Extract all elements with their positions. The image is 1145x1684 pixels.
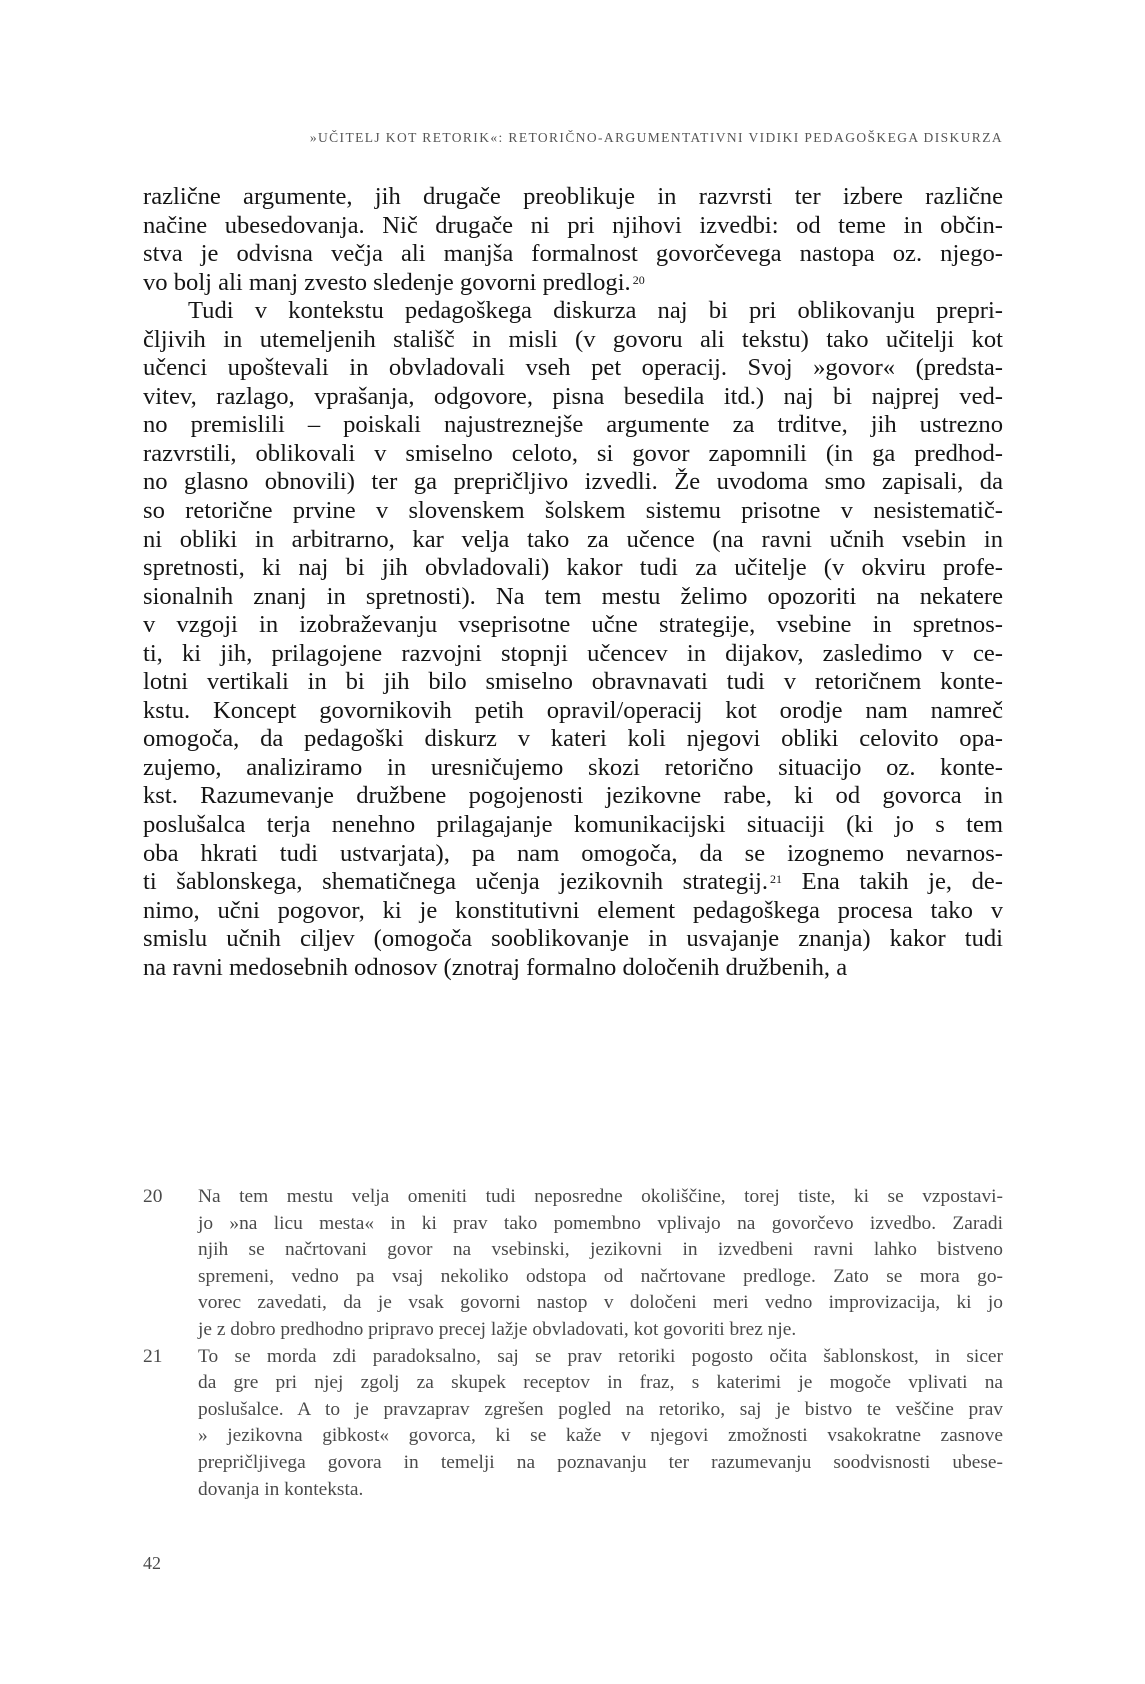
footnote-line: spremeni, vedno pa vsaj nekoliko odstopa od načrtovane predloge. Zato se mora go-: [198, 1265, 1003, 1287]
text-line: vitev, razlago, vprašanja, odgovore, pisna besedila itd.) naj bi najprej ved-: [143, 382, 1003, 410]
footnote-line: jo »na licu mesta« in ki prav tako pomembno vplivajo na govorčevo izvedbo. Zaradi: [198, 1212, 1003, 1234]
text-line: sionalnih znanj in spretnosti). Na tem mestu želimo opozoriti na nekatere: [143, 582, 1003, 610]
footnote-21: [143, 1344, 1003, 1504]
text-line: [143, 269, 1003, 298]
footnote-ref-20[interactable]: 20: [632, 272, 645, 287]
paragraph: [143, 297, 1003, 982]
footnote-line: dovanja in konteksta.: [198, 1478, 364, 1500]
footnote-line: njih se načrtovani govor na vsebinski, jezikovni in izvedbeni ravni lahko bistveno: [198, 1239, 1003, 1261]
text-line-content: vo bolj ali manj zvesto sledenje govorni predlogi.: [143, 268, 631, 296]
footnote-ref-21[interactable]: 21: [770, 872, 783, 887]
page-number: 42: [143, 1553, 161, 1573]
text-line: različne argumente, jih drugače preoblikuje in razvrsti ter izbere različne: [143, 183, 1003, 210]
footnote-line: vorec zavedati, da je vsak govorni nastop v določeni meri vedno improvizacija, ki jo: [198, 1292, 1003, 1314]
text-line: razvrstili, oblikovali v smiselno celoto, si govor zapomnili (in ga predhod-: [143, 439, 1003, 467]
footnote-line: Na tem mestu velja omeniti tudi neposredne okoliščine, torej tiste, ki se vzpostavi-: [198, 1186, 1003, 1207]
paragraph: [143, 183, 1003, 297]
text-line: v vzgoji in izobraževanju vseprisotne učne strategije, vsebine in spretnos-: [143, 611, 1003, 639]
text-line: zujemo, analiziramo in uresničujemo skozi retorično situacijo oz. konte-: [143, 753, 1003, 781]
text-line: Tudi v kontekstu pedagoškega diskurza naj bi pri oblikovanju prepri-: [188, 297, 1003, 325]
footnote-line: To se morda zdi paradoksalno, saj se prav retoriki pogosto očita šablonskost, in sicer: [198, 1345, 1003, 1367]
text-line: načine ubesedovanja. Nič drugače ni pri njihovi izvedbi: od teme in občin-: [143, 211, 1003, 239]
footnote-number: 21: [143, 1345, 163, 1367]
text-line: lotni vertikali in bi jih bilo smiselno obravnavati tudi v retoričnem konte-: [143, 668, 1003, 696]
text-line: učenci upoštevali in obvladovali vseh pet operacij. Svoj »govor« (predsta-: [143, 354, 1003, 382]
text-line: nimo, učni pogovor, ki je konstitutivni element pedagoškega procesa tako v: [143, 896, 1003, 924]
text-line: poslušalca terja nenehno prilagajanje komunikacijski situaciji (ki jo s tem: [143, 811, 1003, 839]
text-line: [143, 868, 1003, 897]
footnote-line: prepričljivega govora in temelji na poznavanju ter razumevanju soodvisnosti ubese-: [198, 1451, 1003, 1473]
text-line: ni obliki in arbitrarno, kar velja tako za učence (na ravni učnih vsebin in: [143, 525, 1003, 553]
text-line: oba hkrati tudi ustvarjata), pa nam omogoča, da se izognemo nevarnos-: [143, 839, 1003, 867]
text-line-content: Ena takih je, de-: [782, 868, 1003, 896]
footnote-line: je z dobro predhodno pripravo precej lažje obvladovati, kot govoriti brez nje.: [198, 1318, 797, 1340]
text-line: so retorične prvine v slovenskem šolskem sistemu prisotne v nesistematič-: [143, 497, 1003, 525]
main-text: [143, 183, 1003, 982]
footnote-number: 20: [143, 1186, 163, 1207]
text-line-content: ti šablonskega, shematičnega učenja jezikovnih strategij.: [143, 868, 769, 896]
text-line: spretnosti, ki naj bi jih obvladovali) kakor tudi za učitelje (v okviru profe-: [143, 554, 1003, 582]
text-line: no premislili – poiskali najustreznejše argumente za trditve, jih ustrezno: [143, 411, 1003, 439]
footnote-20: [143, 1184, 1003, 1344]
footnote-text: [198, 1184, 1003, 1344]
running-header: »UČITELJ KOT RETORIK«: RETORIČNO-ARGUMENTATIVNI VIDIKI PEDAGOŠKEGA DISKURZA: [309, 130, 1003, 145]
text-line: smislu učnih ciljev (omogoča sooblikovanje in usvajanje znanja) kakor tudi: [143, 925, 1003, 953]
text-line: stva je odvisna večja ali manjša formalnost govorčevega nastopa oz. njego-: [143, 240, 1003, 268]
text-line: kst. Razumevanje družbene pogojenosti jezikovne rabe, ki od govorca in: [143, 782, 1003, 810]
footnote-line: poslušalce. A to je pravzaprav zgrešen pogled na retoriko, saj je bistvo te veščine prav: [198, 1398, 1003, 1420]
text-line: no glasno obnovili) ter ga prepričljivo izvedli. Že uvodoma smo zapisali, da: [143, 468, 1003, 496]
footnote-line: da gre pri njej zgolj za skupek receptov in fraz, s katerimi je mogoče vplivati na: [198, 1372, 1003, 1394]
text-line: na ravni medosebnih odnosov (znotraj formalno določenih družbenih, a: [143, 953, 848, 981]
text-line: ti, ki jih, prilagojene razvojni stopnji učencev in dijakov, zasledimo v ce-: [143, 639, 1003, 667]
footnotes: [143, 1184, 1003, 1503]
text-line: čljivih in utemeljenih stališč in misli (v govoru ali tekstu) tako učitelji kot: [143, 325, 1003, 353]
text-line: omogoča, da pedagoški diskurz v kateri koli njegovi obliki celovito opa-: [143, 725, 1003, 753]
text-line: kstu. Koncept govornikovih petih opravil/operacij kot orodje nam namreč: [143, 696, 1003, 724]
footnote-line: » jezikovna gibkost« govorca, ki se kaže v njegovi zmožnosti vsakokratne zasnove: [198, 1425, 1003, 1447]
footnote-text: [198, 1344, 1003, 1504]
